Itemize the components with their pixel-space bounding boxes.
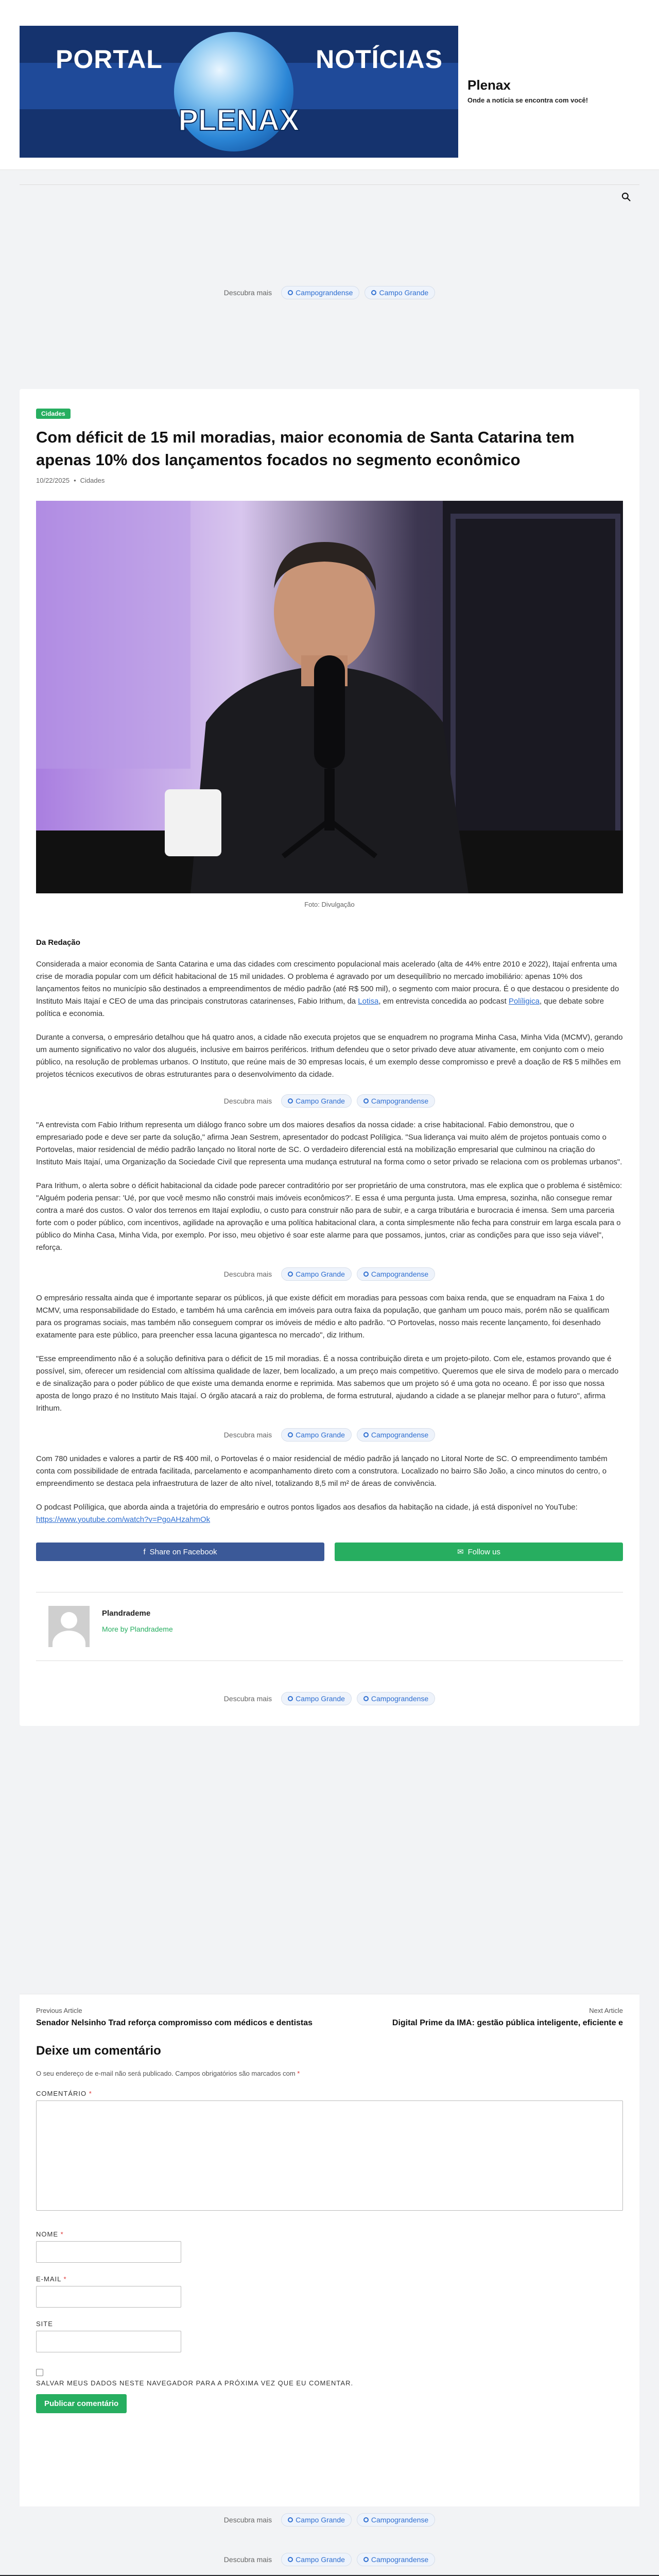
logo-word-left: PORTAL xyxy=(56,45,163,74)
tag-pill[interactable]: Campograndense xyxy=(357,1692,435,1705)
previous-label: Previous Article xyxy=(36,2007,82,2014)
email-field[interactable] xyxy=(36,2286,181,2308)
end-tags xyxy=(36,1692,623,1705)
tag-pill[interactable]: Campograndense xyxy=(357,1428,435,1442)
site-header xyxy=(0,0,659,170)
category-badge[interactable]: Cidades xyxy=(36,409,71,419)
tag-icon xyxy=(288,1432,293,1437)
featured-image xyxy=(36,501,623,893)
site-logo[interactable] xyxy=(20,26,458,158)
search-button[interactable] xyxy=(621,192,635,206)
youtube-link[interactable]: https://www.youtube.com/watch?v=PgoAHzahmOk xyxy=(36,1515,211,1524)
bottom-tags xyxy=(0,2553,659,2566)
article-byline: Da Redação xyxy=(36,938,80,947)
tags-label: Descubra mais xyxy=(223,1270,272,1278)
article-meta-category[interactable]: Cidades xyxy=(80,477,105,484)
next-title[interactable]: Digital Prime da IMA: gestão pública inteligente, eficiente e xyxy=(392,2019,623,2027)
follow-button[interactable]: ✉ Follow us xyxy=(335,1543,623,1561)
tag-icon xyxy=(363,1432,369,1437)
next-label: Next Article xyxy=(589,2007,623,2014)
site-branding xyxy=(467,77,588,104)
tag-icon xyxy=(288,1272,293,1277)
search-icon xyxy=(621,192,631,202)
paragraph: Para Irithum, o alerta sobre o déficit habitacional da cidade pode parecer contraditório por ser proprietário de uma construtora, mas ele explica que o problema é sistêmico: "Alguém poderia pensar: 'Ué, por que você mesmo não constrói mais imóveis econômicos?'. E essa é uma pergunta justa. Uma empresa, sozinha, não consegue remar contra a maré dos custos. O valor dos terrenos em Itajaí explodiu, o custo para construir não para de subir, e a carga tributária e burocracia é imensa. Sem uma parceria forte com o poder público, com incentivos, agilidade na aprovação e uma política habitacional clara, a conta simplesmente não fecha para construir em larga escala para o público do Minha Casa, Minha Vida, por exemplo. Por isso, meu objetivo é soar este alarme para que possamos, juntos, criar as condições para que isso seja viável", reforça. xyxy=(36,1181,622,1252)
tag-pill[interactable] xyxy=(281,286,359,299)
tag-icon xyxy=(363,1098,369,1104)
facebook-icon: f xyxy=(143,1547,146,1556)
tag-icon xyxy=(288,1696,293,1701)
tags-label: Descubra mais xyxy=(223,289,272,297)
tag-pill[interactable]: Campograndense xyxy=(357,2513,435,2527)
link-lotisa[interactable]: Lotisa xyxy=(358,997,379,1006)
site-label: SITE xyxy=(36,2320,53,2328)
share-row xyxy=(36,1543,623,1561)
paragraph: Considerada a maior economia de Santa Catarina e uma das cidades com crescimento populacional mais acelerado (alta de 44% entre 2010 e 2022), Itajaí enfrenta uma crise de moradia popular com um déficit habitacional de 15 mil unidades. O problema é agravado por um desequilíbrio no mercado imobiliário: apenas 10% dos lançamentos feitos no município são destinados a empreendimentos de médio padrão (até R$ 500 mil), o segmento com maior procura. É o que destacou o presidente do Instituto Mais Itajaí e CEO de uma das principais construtoras catarinenses, Fabio Irithum, da Lotisa, em entrevista concedida ao podcast Políligica, que debate sobre política e economia. xyxy=(36,960,619,1018)
nav-divider xyxy=(20,184,639,185)
save-info-checkbox[interactable] xyxy=(36,2369,43,2376)
tag-icon xyxy=(363,2557,369,2562)
site-tagline: Onde a notícia se encontra com você! xyxy=(467,96,588,104)
author-box xyxy=(36,1592,623,1661)
logo-word-center: PLENAX xyxy=(178,104,300,137)
inline-tags xyxy=(36,1094,623,1108)
tag-pill[interactable]: Campograndense xyxy=(357,1094,435,1108)
tags-label: Descubra mais xyxy=(223,1694,272,1703)
previous-title[interactable]: Senador Nelsinho Trad reforça compromisso com médicos e dentistas xyxy=(36,2019,313,2027)
tags-label: Descubra mais xyxy=(223,1097,272,1105)
image-caption: Foto: Divulgação xyxy=(304,901,355,908)
tag-pill[interactable]: Campo Grande xyxy=(281,1692,352,1705)
tags-label: Descubra mais xyxy=(223,2555,272,2564)
link-podcast[interactable]: Políligica xyxy=(508,997,540,1006)
tag-pill[interactable]: Campo Grande xyxy=(281,2513,352,2527)
tag-icon xyxy=(288,2557,293,2562)
inline-tags xyxy=(36,1267,623,1281)
tag-text: Campograndense xyxy=(296,289,353,297)
comments-title: Deixe um comentário xyxy=(36,2044,161,2058)
name-field[interactable] xyxy=(36,2241,181,2263)
tag-icon xyxy=(288,290,293,295)
tag-pill[interactable]: Campo Grande xyxy=(281,1428,352,1442)
site-title[interactable]: Plenax xyxy=(467,77,511,93)
comments-note: O seu endereço de e-mail não será publicado. Campos obrigatórios são marcados com * xyxy=(36,2070,300,2077)
paragraph: Durante a conversa, o empresário detalhou que há quatro anos, a cidade não executa projetos que se enquadrem no programa Minha Casa, Minha Vida (MCMV), gerando um aumento significativo no valor dos aluguéis, inclusive em bairros periféricos. Irithum defendeu que o setor privado deve atuar ativamente, em conjunto com o meio público, na resolução de problemas urbanos. O Instituto, que reúne mais de 30 empresas locais, é um exemplo desse compromisso e prevê a doação de R$ 5 milhões em projetos técnicos executivos de obras estruturantes para o desenvolvimento da cidade. xyxy=(36,1033,623,1079)
tags-label: Descubra mais xyxy=(223,1431,272,1439)
tag-text: Campo Grande xyxy=(379,289,429,297)
tag-pill[interactable]: Campograndense xyxy=(357,2553,435,2566)
bottom-tags xyxy=(0,2513,659,2527)
tag-icon xyxy=(363,1272,369,1277)
paragraph: "Esse empreendimento não é a solução definitiva para o déficit de 15 mil moradias. É a nossa contribuição direta e um projeto-piloto. Com ele, estamos provando que é possível, sim, oferecer um residencial com altíssima qualidade de lazer, bem localizado, a um preço mais competitivo. Queremos que ele sirva de modelo para o mercado e de sinalização para o poder público de que existe uma demanda enorme e reprimida. Mas sabemos que um projeto só é uma gota no oceano. É por isso que nossa aposta de longo prazo é no Instituto Mais Itajaí. O órgão atacará a raiz do problema, de forma estrutural, ajudando a cidade a se planejar melhor para o futuro", afirma Irithum. xyxy=(36,1354,619,1413)
save-info-label: SALVAR MEUS DADOS NESTE NAVEGADOR PARA A PRÓXIMA VEZ QUE EU COMENTAR. xyxy=(36,2379,354,2387)
comment-label: COMENTÁRIO * xyxy=(36,2090,92,2097)
email-label: E-MAIL * xyxy=(36,2275,67,2283)
avatar[interactable] xyxy=(48,1606,90,1647)
tag-pill[interactable]: Campo Grande xyxy=(281,1094,352,1108)
comment-form xyxy=(20,2027,639,2506)
logo-word-right: NOTÍCIAS xyxy=(316,45,443,74)
article-meta: 10/22/2025 • Cidades xyxy=(36,477,105,484)
tag-icon xyxy=(288,2517,293,2522)
author-name[interactable]: Plandrademe xyxy=(102,1609,151,1618)
tag-icon xyxy=(363,2517,369,2522)
paragraph: "A entrevista com Fabio Irithum representa um diálogo franco sobre um dos maiores desafios da nossa cidade: a crise habitacional. Fabio demonstrou, que o empresariado pode e deve ser parte da solução," afirma Jean Sestrem, apresentador do podcast Políligica. "Sua liderança vai muito além de projetos pontuais como o Portovelas, maior residencial de médio padrão lançado no litoral norte de SC. O verdadeiro diferencial está na mobilização empresarial que culminou na criação do Instituto Mais Itajaí, uma Organização da Sociedade Civil que representa uma mudança estrutural na forma como o setor privado se relaciona com os problemas urbanos". xyxy=(36,1121,622,1166)
inline-tags xyxy=(36,1428,623,1442)
paragraph: O empresário ressalta ainda que é importante separar os públicos, já que existe déficit em moradias para pessoas com baixa renda, que se enquadram na Faixa 1 do MCMV, uma responsabilidade do Estado, e também há uma carência em imóveis para outra faixa da população, que ganham um pouco mais, porém não se qualificam para os programas sociais, mas também não conseguem comprar os imóveis de médio e alto padrão. "O Portovelas, nosso mais recente lançamento, foi desenhado exatamente para este público, para preencher essa lacuna gigantesca no mercado", diz Irithum. xyxy=(36,1294,610,1340)
top-tags xyxy=(0,286,659,299)
comment-textarea[interactable] xyxy=(36,2100,623,2211)
save-info xyxy=(36,2369,623,2376)
interview-photo xyxy=(36,501,623,893)
share-facebook-button[interactable]: f Share on Facebook xyxy=(36,1543,324,1561)
tags-label: Descubra mais xyxy=(223,2516,272,2524)
tag-pill[interactable]: Campo Grande xyxy=(281,2553,352,2566)
tag-pill[interactable]: Campograndense xyxy=(357,1267,435,1281)
paragraph: Com 780 unidades e valores a partir de R$ 400 mil, o Portovelas é o maior residencial de médio padrão já lançado no Litoral Norte de SC. O empreendimento também conta com possibilidade de entrada facilitada, parcelamento e acompanhamento direto com a construtora. Localizado no bairro São João, a cinco minutos do centro, o empreendimento se destaca pela infraestrutura de lazer de alto nível, totalizando 8,5 mil m² de áreas de convivência. xyxy=(36,1454,608,1488)
site-field[interactable] xyxy=(36,2331,181,2352)
envelope-icon: ✉ xyxy=(457,1548,464,1556)
author-more-link[interactable]: More by Plandrademe xyxy=(102,1625,173,1633)
submit-comment-button[interactable]: Publicar comentário xyxy=(36,2394,127,2413)
tag-pill[interactable] xyxy=(365,286,435,299)
article-card xyxy=(20,389,639,1726)
paragraph: O podcast Políligica, que aborda ainda a trajetória do empresário e outros pontos ligados aos desafios da habitação na cidade, já está disponível no YouTube: https://www.youtube.com/watch?v=PgoAHzahmOk xyxy=(36,1503,578,1524)
name-label: NOME * xyxy=(36,2230,64,2238)
article-title: Com déficit de 15 mil moradias, maior economia de Santa Catarina tem apenas 10% dos lançamentos focados no segmento econômico xyxy=(36,428,575,469)
tag-icon xyxy=(363,1696,369,1701)
tag-icon xyxy=(288,1098,293,1104)
tag-pill[interactable]: Campo Grande xyxy=(281,1267,352,1281)
tag-icon xyxy=(371,290,376,295)
article-date: 10/22/2025 xyxy=(36,477,70,484)
